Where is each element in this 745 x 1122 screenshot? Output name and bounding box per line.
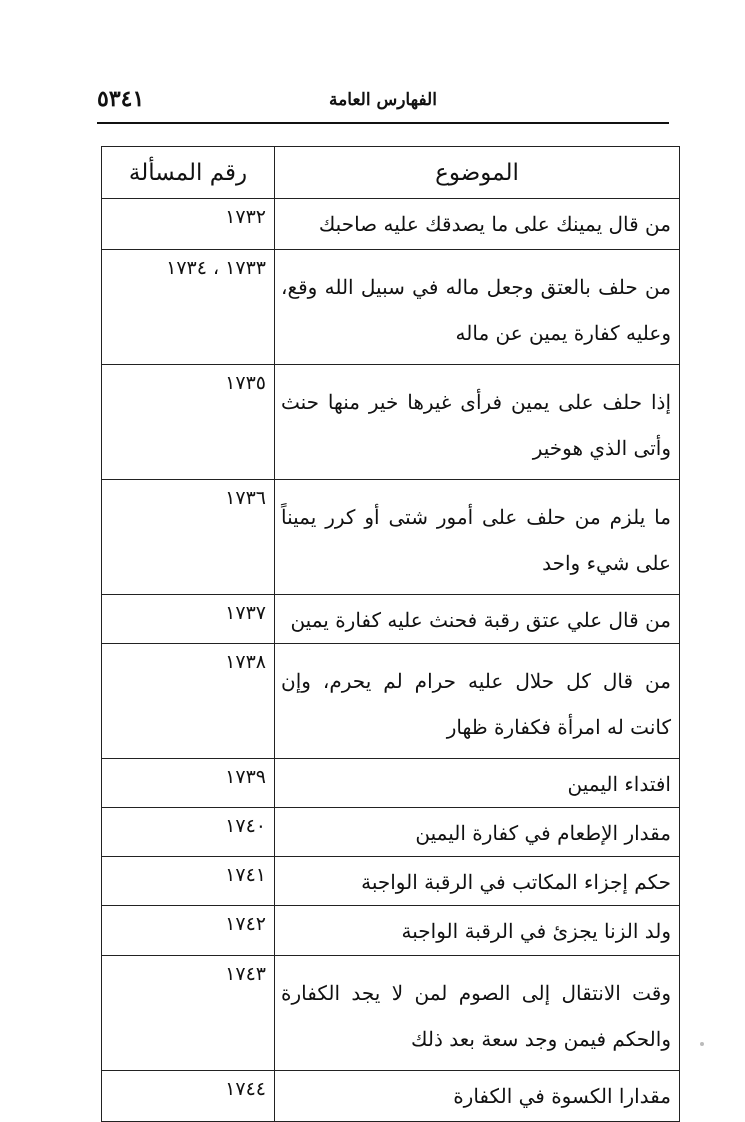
index-table xyxy=(101,146,680,1122)
number-cell: ١٧٤٣ xyxy=(102,956,275,1071)
page-title: الفهارس العامة xyxy=(329,90,437,110)
number-cell: ١٧٣٢ xyxy=(102,199,275,250)
margin-speck xyxy=(700,1042,704,1046)
table-row xyxy=(102,1071,680,1122)
table-row xyxy=(102,644,680,759)
page-header xyxy=(97,84,669,122)
table-row xyxy=(102,480,680,595)
table-row xyxy=(102,199,680,250)
header-divider xyxy=(97,122,669,124)
number-cell: ١٧٤٠ xyxy=(102,808,275,857)
number-cell: ١٧٤٢ xyxy=(102,906,275,956)
number-cell: ١٧٣٩ xyxy=(102,759,275,808)
number-cell: ١٧٤٤ xyxy=(102,1071,275,1122)
column-header-number: رقم المسألة xyxy=(102,147,275,199)
topic-cell: وقت الانتقال إلى الصوم لمن لا يجد الكفارة والحكم فيمن وجد سعة بعد ذلك xyxy=(275,956,680,1071)
table-row xyxy=(102,956,680,1071)
table-row xyxy=(102,808,680,857)
table-row xyxy=(102,595,680,644)
topic-cell: ما يلزم من حلف على أمور شتى أو كرر يميناً على شيء واحد xyxy=(275,480,680,595)
topic-cell: من قال يمينك على ما يصدقك عليه صاحبك xyxy=(275,199,680,250)
topic-cell: إذا حلف على يمين فرأى غيرها خير منها حنث وأتى الذي هوخير xyxy=(275,365,680,480)
number-cell: ١٧٣٦ xyxy=(102,480,275,595)
topic-cell: افتداء اليمين xyxy=(275,759,680,808)
table-row xyxy=(102,250,680,365)
topic-cell: حكم إجزاء المكاتب في الرقبة الواجبة xyxy=(275,857,680,906)
topic-cell: مقدارا الكسوة في الكفارة xyxy=(275,1071,680,1122)
column-header-topic: الموضوع xyxy=(275,147,680,199)
page-number: ٥٣٤١ xyxy=(97,86,145,112)
table-row xyxy=(102,906,680,956)
table-row xyxy=(102,365,680,480)
topic-cell: ولد الزنا يجزئ في الرقبة الواجبة xyxy=(275,906,680,956)
number-cell: ١٧٣٣ ، ١٧٣٤ xyxy=(102,250,275,365)
number-cell: ١٧٣٥ xyxy=(102,365,275,480)
table-header-row xyxy=(102,147,680,199)
number-cell: ١٧٤١ xyxy=(102,857,275,906)
table-row xyxy=(102,759,680,808)
number-cell: ١٧٣٨ xyxy=(102,644,275,759)
topic-cell: مقدار الإطعام في كفارة اليمين xyxy=(275,808,680,857)
table-row xyxy=(102,857,680,906)
topic-cell: من قال كل حلال عليه حرام لم يحرم، وإن كانت له امرأة فكفارة ظهار xyxy=(275,644,680,759)
number-cell: ١٧٣٧ xyxy=(102,595,275,644)
topic-cell: من حلف بالعتق وجعل ماله في سبيل الله وقع، وعليه كفارة يمين عن ماله xyxy=(275,250,680,365)
topic-cell: من قال علي عتق رقبة فحنث عليه كفارة يمين xyxy=(275,595,680,644)
